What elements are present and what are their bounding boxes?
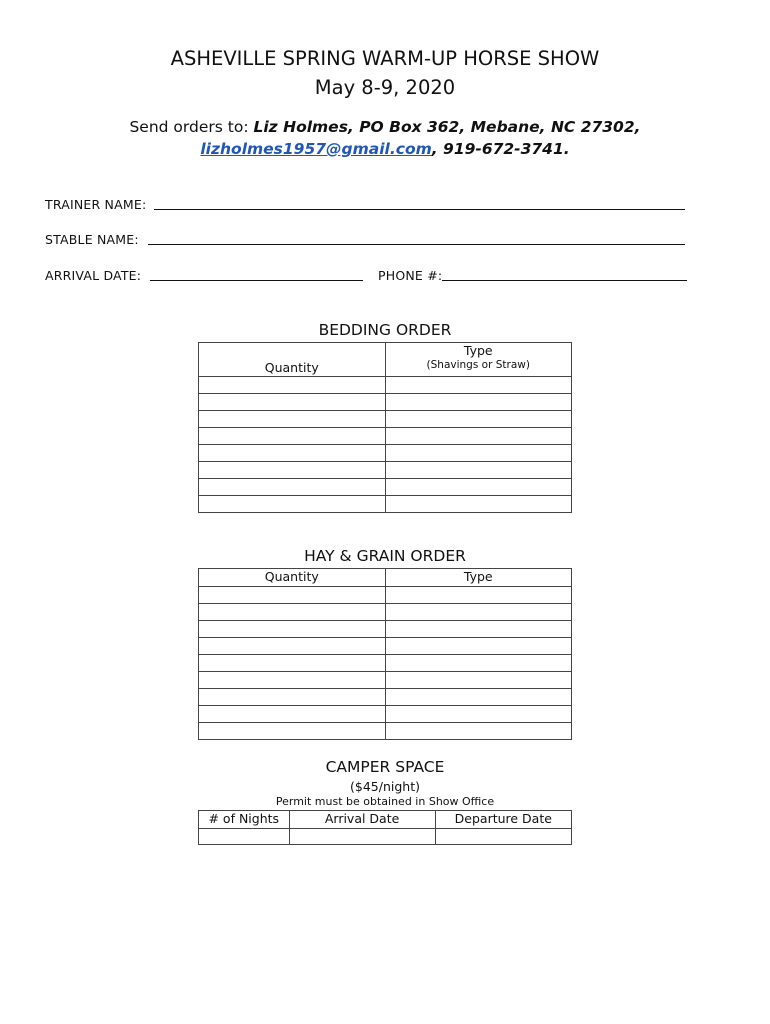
email-link[interactable]: lizholmes1957@gmail.com bbox=[200, 140, 432, 158]
bedding-type-cell[interactable] bbox=[385, 462, 572, 479]
hay-type-cell[interactable] bbox=[385, 621, 571, 638]
table-row bbox=[199, 723, 572, 740]
bedding-type-cell[interactable] bbox=[385, 411, 572, 428]
departure-date-header: Departure Date bbox=[435, 811, 571, 829]
bedding-quantity-cell[interactable] bbox=[199, 411, 386, 428]
contact-phone: , 919-672-3741. bbox=[431, 140, 570, 158]
hay-quantity-cell[interactable] bbox=[199, 638, 386, 655]
hay-type-cell[interactable] bbox=[385, 672, 571, 689]
departure-date-cell[interactable] bbox=[435, 829, 571, 845]
bedding-order-heading: BEDDING ORDER bbox=[318, 321, 452, 339]
hay-rows bbox=[199, 587, 572, 740]
hay-quantity-cell[interactable] bbox=[199, 604, 386, 621]
hay-quantity-cell[interactable] bbox=[199, 621, 386, 638]
hay-quantity-cell[interactable] bbox=[199, 689, 386, 706]
send-orders-line bbox=[0, 116, 770, 138]
hay-quantity-cell[interactable] bbox=[199, 587, 386, 604]
bedding-quantity-cell[interactable] bbox=[199, 462, 386, 479]
table-row bbox=[199, 462, 572, 479]
camper-price: ($45/night) bbox=[350, 779, 420, 794]
table-row bbox=[199, 655, 572, 672]
bedding-type-cell[interactable] bbox=[385, 428, 572, 445]
trainer-name-label: TRAINER NAME: bbox=[45, 197, 147, 212]
phone-label: PHONE #: bbox=[378, 268, 443, 283]
bedding-quantity-cell[interactable] bbox=[199, 428, 386, 445]
hay-quantity-cell[interactable] bbox=[199, 672, 386, 689]
bedding-header-row bbox=[199, 343, 572, 377]
table-row bbox=[199, 621, 572, 638]
hay-quantity-cell[interactable] bbox=[199, 723, 386, 740]
table-row bbox=[199, 672, 572, 689]
bedding-quantity-header: Quantity bbox=[199, 343, 386, 377]
table-row bbox=[199, 689, 572, 706]
camper-permit-note: Permit must be obtained in Show Office bbox=[275, 795, 495, 808]
nights-cell[interactable] bbox=[199, 829, 290, 845]
hay-type-cell[interactable] bbox=[385, 604, 571, 621]
hay-type-cell[interactable] bbox=[385, 655, 571, 672]
contact-line bbox=[0, 138, 770, 160]
hay-type-header: Type bbox=[385, 569, 571, 587]
bedding-type-cell[interactable] bbox=[385, 479, 572, 496]
bedding-quantity-cell[interactable] bbox=[199, 479, 386, 496]
send-orders-prefix: Send orders to: bbox=[129, 118, 254, 136]
arrival-date-field[interactable] bbox=[150, 280, 363, 281]
hay-type-cell[interactable] bbox=[385, 689, 571, 706]
hay-quantity-cell[interactable] bbox=[199, 706, 386, 723]
hay-type-cell[interactable] bbox=[385, 638, 571, 655]
hay-quantity-header: Quantity bbox=[199, 569, 386, 587]
table-row bbox=[199, 411, 572, 428]
arrival-date-label: ARRIVAL DATE: bbox=[45, 268, 142, 283]
bedding-quantity-cell[interactable] bbox=[199, 445, 386, 462]
hay-header-row bbox=[199, 569, 572, 587]
hay-grain-order-table bbox=[198, 568, 572, 740]
bedding-quantity-cell[interactable] bbox=[199, 496, 386, 513]
hay-type-cell[interactable] bbox=[385, 706, 571, 723]
bedding-type-cell[interactable] bbox=[385, 377, 572, 394]
mailing-address: Liz Holmes, PO Box 362, Mebane, NC 27302, bbox=[253, 118, 641, 136]
table-row bbox=[199, 445, 572, 462]
hay-grain-order-heading: HAY & GRAIN ORDER bbox=[304, 547, 466, 565]
trainer-name-field[interactable] bbox=[154, 209, 685, 210]
table-row bbox=[199, 587, 572, 604]
arrival-date-cell[interactable] bbox=[289, 829, 435, 845]
bedding-type-header bbox=[385, 343, 572, 377]
table-row bbox=[199, 604, 572, 621]
table-row bbox=[199, 829, 572, 845]
hay-type-cell[interactable] bbox=[385, 587, 571, 604]
table-row bbox=[199, 496, 572, 513]
bedding-type-label: Type bbox=[463, 343, 493, 358]
camper-header-row bbox=[199, 811, 572, 829]
table-row bbox=[199, 394, 572, 411]
show-title: ASHEVILLE SPRING WARM-UP HORSE SHOW bbox=[170, 47, 600, 70]
hay-quantity-cell[interactable] bbox=[199, 655, 386, 672]
show-dates: May 8-9, 2020 bbox=[314, 76, 456, 99]
arrival-date-header: Arrival Date bbox=[289, 811, 435, 829]
bedding-quantity-cell[interactable] bbox=[199, 377, 386, 394]
bedding-order-table bbox=[198, 342, 572, 513]
bedding-type-cell[interactable] bbox=[385, 496, 572, 513]
table-row bbox=[199, 706, 572, 723]
phone-field[interactable] bbox=[442, 280, 687, 281]
camper-space-heading: CAMPER SPACE bbox=[325, 758, 445, 776]
table-row bbox=[199, 638, 572, 655]
stable-name-field[interactable] bbox=[148, 244, 685, 245]
bedding-type-note: (Shavings or Straw) bbox=[426, 359, 530, 371]
bedding-rows bbox=[199, 377, 572, 513]
bedding-quantity-cell[interactable] bbox=[199, 394, 386, 411]
table-row bbox=[199, 479, 572, 496]
nights-header: # of Nights bbox=[199, 811, 290, 829]
bedding-type-cell[interactable] bbox=[385, 394, 572, 411]
stable-name-label: STABLE NAME: bbox=[45, 232, 139, 247]
hay-type-cell[interactable] bbox=[385, 723, 571, 740]
table-row bbox=[199, 377, 572, 394]
table-row bbox=[199, 428, 572, 445]
camper-space-table bbox=[198, 810, 572, 845]
bedding-type-cell[interactable] bbox=[385, 445, 572, 462]
